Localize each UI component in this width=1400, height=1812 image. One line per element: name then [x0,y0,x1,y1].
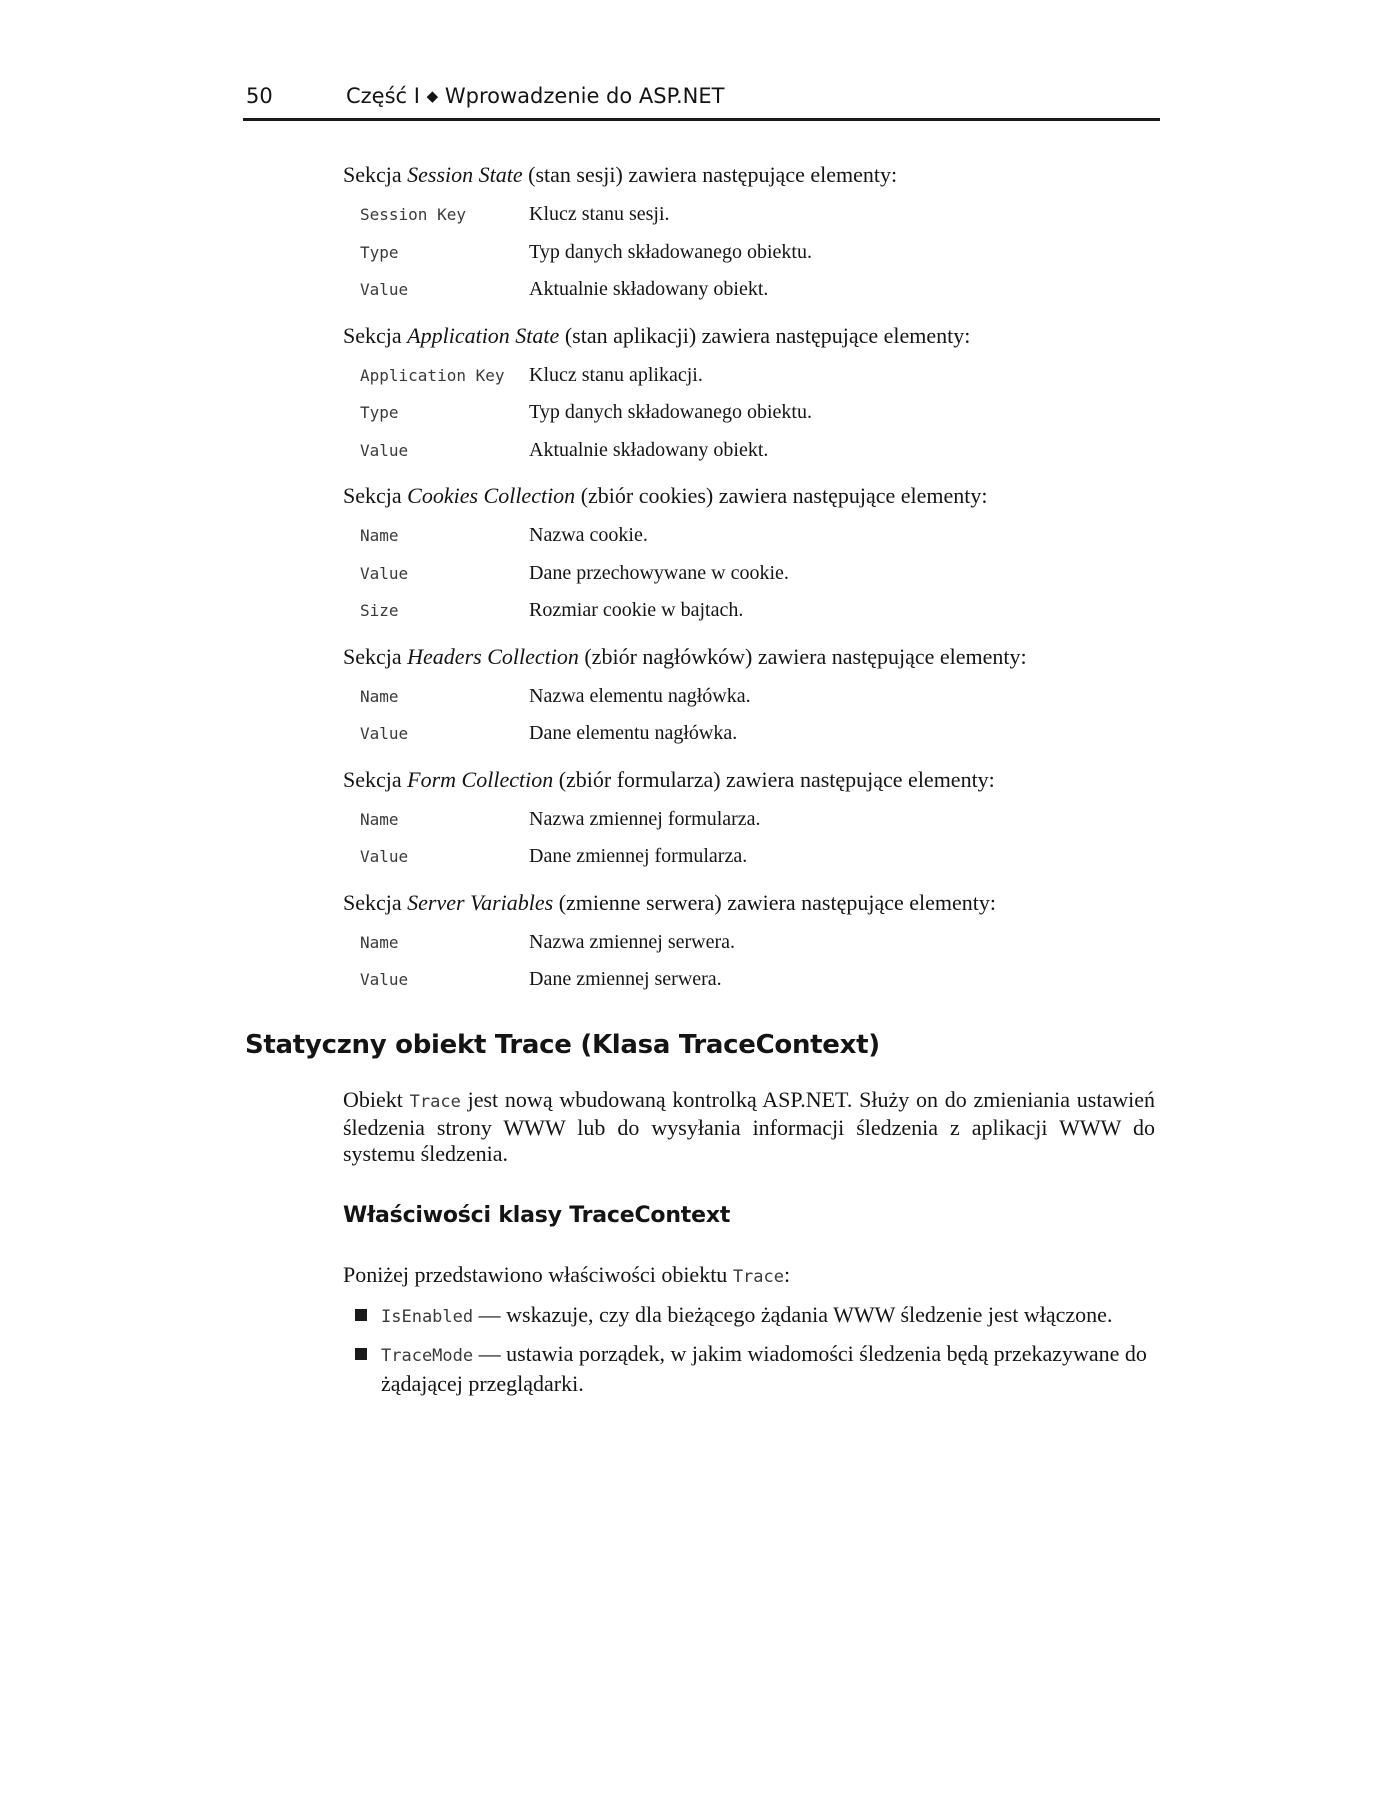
square-bullet-icon [355,1309,367,1321]
definition-row [343,234,1160,272]
definition-description: Dane przechowywane w cookie. [529,561,789,584]
definition-row [343,678,1160,716]
definition-term: Type [360,242,399,262]
section-intro-prefix: Sekcja [343,889,408,915]
part-label: Część I [346,84,420,108]
definition-term: Value [360,847,409,867]
section-intro-prefix: Sekcja [343,766,408,792]
section-intro [343,160,1160,190]
definition-description: Nazwa elementu nagłówka. [529,684,751,707]
property-description: — ustawia porządek, w jakim wiadomości śledzenia będą przekazywane do żądającej przeglądarki. [381,1341,1147,1396]
section-intro [343,481,1160,511]
definition-list [343,196,1160,309]
definition-list [343,357,1160,470]
diamond-icon: ◆ [426,87,439,105]
definition-description: Typ danych składowanego obiektu. [529,401,812,424]
definition-list [343,517,1160,630]
section-intro-prefix: Sekcja [343,322,408,348]
definition-description: Aktualnie składowany obiekt. [529,278,769,301]
definition-term: Value [360,280,409,300]
section-name: Session State [407,162,523,187]
bullet-item [343,1301,1155,1331]
definition-list [343,924,1160,999]
definition-description: Dane elementu nagłówka. [529,722,738,745]
section-intro [343,888,1160,918]
bullet-item [343,1340,1155,1397]
section-intro-suffix: (stan sesji) zawiera następujące elementy: [522,162,898,187]
definition-row [343,838,1160,876]
section-intro [343,321,1160,351]
definition-term: Value [360,563,409,583]
definition-term: Name [360,809,399,829]
square-bullet-icon [355,1348,367,1360]
definition-row [343,271,1160,309]
section-heading: Statyczny obiekt Trace (Klasa TraceContext) [245,1030,880,1060]
section-name: Application State [407,322,560,348]
section-intro-suffix: (zbiór cookies) zawiera następujące elementy: [575,483,988,508]
section-intro-prefix: Sekcja [343,483,408,508]
definition-description: Dane zmiennej serwera. [529,968,722,991]
subsection-heading: Właściwości klasy TraceContext [343,1203,731,1228]
definition-description: Nazwa zmiennej serwera. [529,930,735,953]
properties-intro-colon: : [784,1262,791,1287]
bullet-text [381,1340,1155,1397]
definition-term: Size [360,601,399,621]
sections-content [343,160,1160,1011]
property-name: IsEnabled [381,1307,474,1327]
inline-code: Trace [409,1092,461,1112]
running-header-title [346,84,724,108]
section-name: Server Variables [407,889,554,915]
definition-term: Type [360,403,399,423]
definition-row [343,432,1160,470]
definition-description: Nazwa cookie. [529,524,648,547]
definition-term: Session Key [360,205,466,225]
definition-term: Value [360,724,409,744]
section-name: Headers Collection [407,643,579,669]
definition-description: Nazwa zmiennej formularza. [529,807,761,830]
definition-row [343,357,1160,395]
section-intro [343,765,1160,795]
definition-description: Klucz stanu sesji. [529,203,670,226]
bullet-text [381,1301,1155,1331]
definition-term: Name [360,686,399,706]
chapter-title: Wprowadzenie do ASP.NET [444,84,725,108]
intro-text-start: Obiekt [343,1087,410,1112]
section-intro-prefix: Sekcja [343,643,408,669]
definition-row [343,961,1160,999]
definition-row [343,517,1160,555]
inline-code: Trace [732,1267,784,1287]
intro-text-end: jest nową wbudowaną kontrolką ASP.NET. Służy on do zmieniania ustawień śledzenia strony WWW lub do wysyłania informacji śledzenia z aplikacji WWW do systemu śledzenia. [343,1087,1155,1166]
section-intro-suffix: (zbiór formularza) zawiera następujące elementy: [553,766,995,792]
definition-list [343,801,1160,876]
properties-intro-text: Poniżej przedstawiono właściwości obiektu [343,1262,733,1287]
definition-description: Rozmiar cookie w bajtach. [529,599,744,622]
section-name: Cookies Collection [407,483,576,508]
definition-row [343,555,1160,593]
property-description: — wskazuje, czy dla bieżącego żądania WWW śledzenie jest włączone. [473,1302,1113,1327]
properties-intro [343,1262,1155,1290]
definition-row [343,394,1160,432]
definition-row [343,801,1160,839]
definition-row [343,196,1160,234]
section-intro-suffix: (zbiór nagłówków) zawiera następujące elementy: [578,643,1027,669]
definition-description: Klucz stanu aplikacji. [529,363,703,386]
definition-term: Value [360,970,409,990]
definition-row [343,592,1160,630]
definition-description: Typ danych składowanego obiektu. [529,240,812,263]
definition-term: Name [360,932,399,952]
definition-term: Value [360,440,409,460]
intro-paragraph [343,1087,1155,1167]
definition-list [343,678,1160,753]
section-name: Form Collection [407,766,554,792]
section-intro-suffix: (stan aplikacji) zawiera następujące elementy: [559,322,971,348]
definition-description: Aktualnie składowany obiekt. [529,438,769,461]
definition-row [343,715,1160,753]
running-header [243,82,1160,121]
section-intro-prefix: Sekcja [343,162,408,187]
definition-term: Name [360,526,399,546]
property-name: TraceMode [381,1346,474,1366]
section-intro-suffix: (zmienne serwera) zawiera następujące elementy: [553,889,996,915]
definition-description: Dane zmiennej formularza. [529,845,748,868]
definition-term: Application Key [360,365,505,385]
definition-row [343,924,1160,962]
page-number: 50 [246,84,273,108]
section-intro [343,642,1160,672]
